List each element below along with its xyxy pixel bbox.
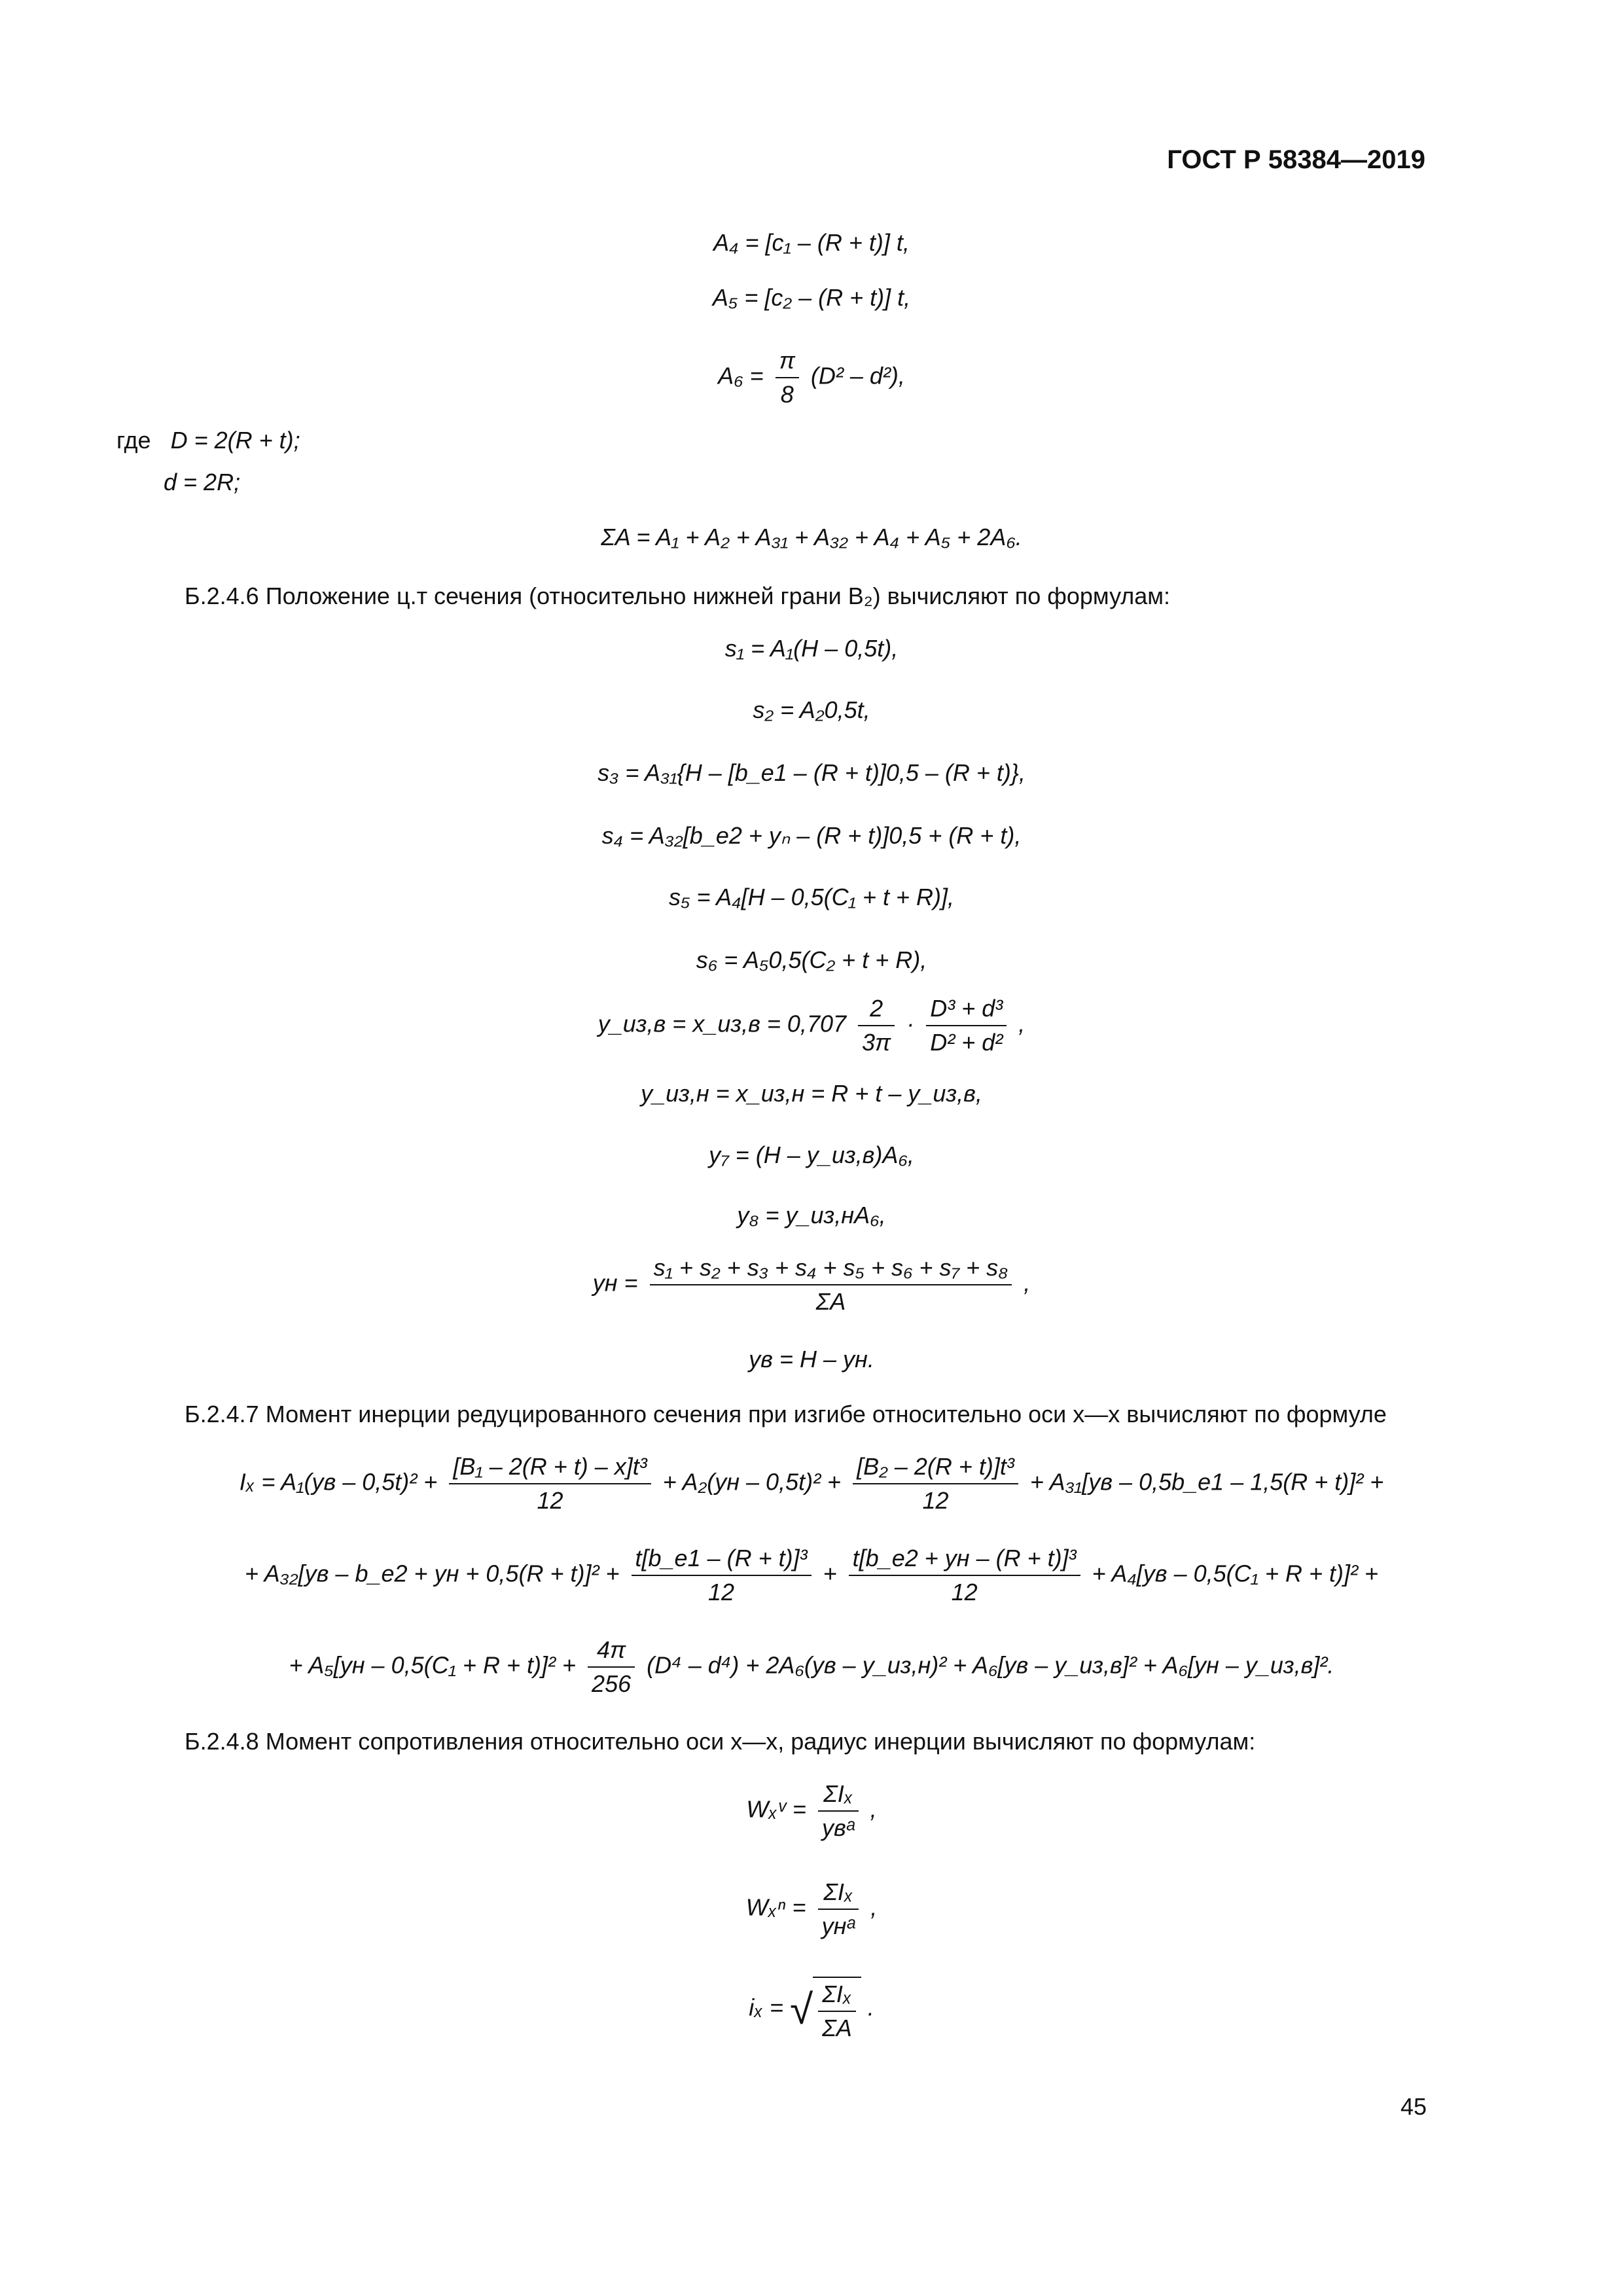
formula-wx-v-end: , — [870, 1795, 877, 1823]
formula-wx-v-lhs: Wₓᵛ = — [746, 1795, 806, 1823]
formula-yn-lhs: yн = — [592, 1269, 638, 1297]
formula-ix-line-2-fraction-1 — [632, 1545, 812, 1606]
formula-y-iz-v-lhs: y_из,в = x_из,в = 0,707 — [597, 1010, 847, 1037]
formula-y-iz-v-f2-denominator: D² + d² — [930, 1029, 1003, 1056]
formula-y-iz-v-fraction-1 — [858, 995, 895, 1056]
formula-ix-line-1-fraction-2 — [853, 1453, 1018, 1515]
formula-a6-denominator: 8 — [780, 381, 794, 408]
formula-ix-line-1-f1-numerator: [B₁ – 2(R + t) – x]t³ — [449, 1453, 651, 1484]
formula-ix-line-3-b: (D⁴ – d⁴) + 2A₆(yв – y_из,н)² + A₆[yв – y_из,в]² + A₆[yн – y_из,в]². — [647, 1651, 1334, 1679]
formula-s4: s₄ = A₃₂[b_e2 + yₙ – (R + t)]0,5 + (R + t), — [601, 822, 1022, 849]
formula-a6-fraction — [776, 347, 799, 408]
where-block — [116, 427, 300, 454]
where-d: d = 2R; — [164, 469, 241, 495]
formula-a6-lhs: A₆ = — [718, 362, 764, 389]
formula-radius-ix-denominator: ΣA — [822, 2015, 852, 2041]
formula-ix-line-1-fraction-1 — [449, 1453, 651, 1515]
formula-wx-n-lhs: Wₓⁿ = — [745, 1893, 806, 1921]
formula-radius-ix-end: . — [867, 1994, 874, 2021]
sqrt-symbol — [790, 1977, 861, 2042]
formula-y7: y₇ = (H – y_из,в)A₆, — [709, 1141, 914, 1168]
formula-ix-line-2-f2-denominator: 12 — [951, 1579, 978, 1605]
formula-y-iz-v-end: , — [1018, 1010, 1026, 1037]
formula-wx-n-fraction — [818, 1878, 859, 1940]
formula-ix-line-2-fraction-2 — [849, 1545, 1080, 1606]
formula-radius-ix-fraction — [818, 1981, 856, 2042]
formula-ix-line-1-b: + A₂(yн – 0,5t)² + — [662, 1468, 842, 1496]
formula-ix-line-1 — [177, 1453, 1446, 1515]
formula-radius-ix-lhs: iₓ = — [749, 1994, 783, 2021]
formula-y-iz-v-fraction-2 — [926, 995, 1007, 1056]
formula-ix-line-1-f2-denominator: 12 — [922, 1487, 949, 1514]
formula-a6 — [0, 347, 1623, 408]
formula-ix-line-3-numerator: 4π — [588, 1636, 635, 1668]
formula-a6-rhs: (D² – d²), — [810, 362, 905, 389]
formula-ix-line-1-a: Iₓ = A₁(yв – 0,5t)² + — [239, 1468, 438, 1496]
formula-wx-n-end: , — [870, 1893, 878, 1921]
page-number: 45 — [1400, 2093, 1427, 2120]
formula-yn — [0, 1254, 1623, 1316]
paragraph-b246: Б.2.4.6 Положение ц.т сечения (относительно нижней грани B₂) вычисляют по формулам: — [185, 583, 1171, 609]
formula-wx-n-denominator: yнᵃ — [821, 1912, 855, 1939]
formula-ix-line-2-plus: + — [823, 1560, 837, 1587]
formula-y-iz-v — [0, 995, 1623, 1056]
formula-wx-n-numerator: ΣIₓ — [818, 1878, 859, 1910]
formula-wx-v-fraction — [818, 1780, 859, 1842]
formula-ix-line-2-f1-denominator: 12 — [708, 1579, 735, 1605]
paragraph-b248: Б.2.4.8 Момент сопротивления относительно оси x—x, радиус инерции вычисляют по формулам: — [185, 1728, 1256, 1755]
formula-yv: yв = H – yн. — [749, 1346, 874, 1372]
formula-y8: y₈ = y_из,нA₆, — [737, 1202, 886, 1229]
formula-ix-line-3-a: + A₅[yн – 0,5(C₁ + R + t)]² + — [289, 1651, 577, 1679]
formula-y-iz-v-f1-numerator: 2 — [858, 995, 895, 1026]
formula-a5: A₅ = [c₂ – (R + t)] t, — [712, 284, 911, 311]
formula-y-iz-v-dot: · — [906, 1010, 915, 1037]
formula-s2: s₂ = A₂0,5t, — [753, 696, 870, 723]
formula-ix-line-3-denominator: 256 — [592, 1670, 632, 1697]
formula-ix-line-2 — [177, 1545, 1446, 1606]
formula-radius-ix-numerator: ΣIₓ — [818, 1981, 856, 2012]
formula-wx-v-numerator: ΣIₓ — [818, 1780, 859, 1812]
formula-s3: s₃ = A₃₁{H – [b_e1 – (R + t)]0,5 – (R + t)}, — [597, 759, 1026, 786]
formula-yn-numerator: s₁ + s₂ + s₃ + s₄ + s₅ + s₆ + s₇ + s₈ — [650, 1254, 1012, 1285]
formula-ix-line-3-fraction — [588, 1636, 635, 1698]
formula-yn-fraction — [650, 1254, 1012, 1316]
formula-yn-end: , — [1024, 1269, 1031, 1297]
formula-sum-a: ΣA = A₁ + A₂ + A₃₁ + A₃₂ + A₄ + A₅ + 2A₆. — [601, 524, 1022, 550]
paragraph-b247: Б.2.4.7 Момент инерции редуцированного сечения при изгибе относительно оси x—x вычисляют по формуле — [185, 1401, 1387, 1427]
formula-wx-n — [0, 1878, 1623, 1940]
radical-icon: √ — [789, 1986, 813, 2033]
formula-y-iz-n: y_из,н = x_из,н = R + t – y_из,в, — [641, 1080, 982, 1107]
formula-s1: s₁ = A₁(H – 0,5t), — [724, 635, 899, 662]
formula-a4: A₄ = [c₁ – (R + t)] t, — [713, 229, 910, 256]
formula-s5: s₅ = A₄[H – 0,5(C₁ + t + R)], — [668, 884, 955, 910]
where-D: D = 2(R + t); — [170, 427, 300, 454]
where-label: где — [116, 427, 151, 454]
formula-s6: s₆ = A₅0,5(C₂ + t + R), — [696, 946, 927, 973]
formula-ix-line-2-f2-numerator: t[b_e2 + yн – (R + t)]³ — [849, 1545, 1080, 1576]
formula-ix-line-2-b: + A₄[yв – 0,5(C₁ + R + t)]² + — [1092, 1560, 1379, 1587]
formula-yn-denominator: ΣA — [815, 1288, 846, 1315]
formula-wx-v-denominator: yвᵃ — [821, 1814, 855, 1841]
formula-a6-numerator: π — [776, 347, 799, 378]
formula-ix-line-2-a: + A₃₂[yв – b_e2 + yн + 0,5(R + t)]² + — [244, 1560, 620, 1587]
formula-ix-line-3 — [177, 1636, 1446, 1698]
formula-wx-v — [0, 1780, 1623, 1842]
sqrt-body — [813, 1977, 861, 2042]
formula-ix-line-1-f1-denominator: 12 — [537, 1487, 563, 1514]
formula-ix-line-1-c: + A₃₁[yв – 0,5b_e1 – 1,5(R + t)]² + — [1029, 1468, 1384, 1496]
document-code: ГОСТ Р 58384—2019 — [1167, 145, 1425, 174]
formula-ix-line-2-f1-numerator: t[b_e1 – (R + t)]³ — [632, 1545, 812, 1576]
formula-y-iz-v-f1-denominator: 3π — [862, 1029, 891, 1056]
formula-y-iz-v-f2-numerator: D³ + d³ — [926, 995, 1007, 1026]
formula-radius-ix — [0, 1977, 1623, 2042]
formula-ix-line-1-f2-numerator: [B₂ – 2(R + t)]t³ — [853, 1453, 1018, 1484]
